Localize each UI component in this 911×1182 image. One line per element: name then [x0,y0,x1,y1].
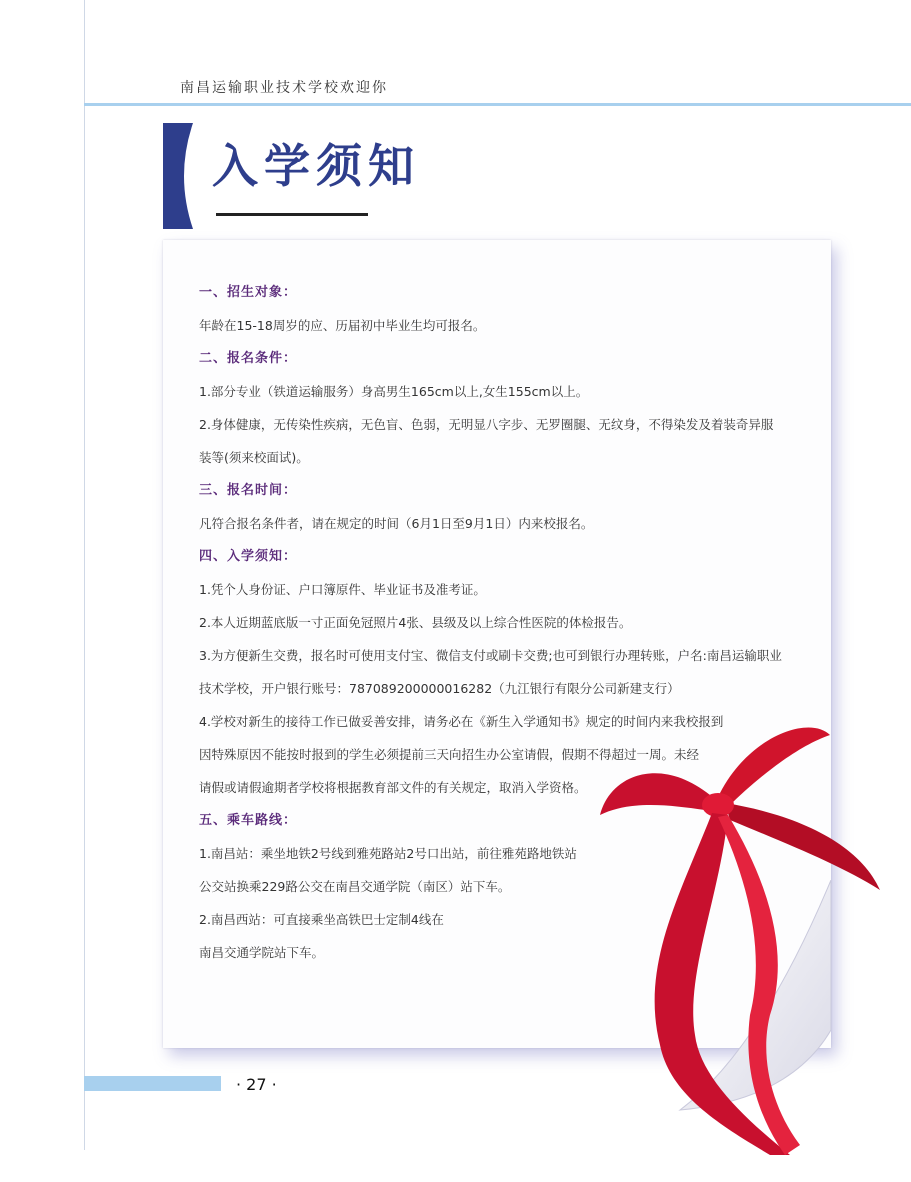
section-heading: 五、乘车路线： [199,813,298,828]
section-line: 技术学校，开户银行账号：787089200000016282（九江银行有限分公司新建支行） [199,681,680,696]
section-line: 请假或请假逾期者学校将根据教育部文件的有关规定，取消入学资格。 [199,780,587,795]
red-ribbon-bow-decoration [600,715,900,1155]
section-heading: 二、报名条件： [199,351,298,366]
section-line: 因特殊原因不能按时报到的学生必须提前三天向招生办公室请假，假期不得超过一周。未经 [199,747,700,762]
section-line: 2.本人近期蓝底版一寸正面免冠照片4张、县级及以上综合性医院的体检报告。 [199,615,632,630]
section-heading: 四、入学须知： [199,549,298,564]
page-number: · 27 · [236,1075,277,1094]
page-margin-line [84,0,85,1150]
page-title: 入学须知 [212,139,420,193]
section-heading: 一、招生对象： [199,285,298,300]
section-line: 南昌交通学院站下车。 [199,945,325,960]
header-school-welcome: 南昌运输职业技术学校欢迎你 [180,80,388,96]
section-line: 装等(须来校面试)。 [199,450,309,465]
section-line: 1.凭个人身份证、户口簿原件、毕业证书及准考证。 [199,582,486,597]
section-heading: 三、报名时间： [199,483,298,498]
section-line: 年龄在15-18周岁的应、历届初中毕业生均可报名。 [199,318,486,333]
section-line: 2.身体健康，无传染性疾病，无色盲、色弱，无明显八字步、无罗圈腿、无纹身，不得染发及着装奇异服 [199,417,774,432]
header-rule [84,103,911,106]
section-line: 1.南昌站：乘坐地铁2号线到雅苑路站2号口出站，前往雅苑路地铁站 [199,846,577,861]
footer-accent-bar [84,1076,221,1091]
section-line: 公交站换乘229路公交在南昌交通学院（南区）站下车。 [199,879,511,894]
title-underline [216,213,368,216]
section-line: 4.学校对新生的接待工作已做妥善安排，请务必在《新生入学通知书》规定的时间内来我校报到 [199,714,724,729]
section-line: 凡符合报名条件者，请在规定的时间（6月1日至9月1日）内来校报名。 [199,516,594,531]
section-line: 2.南昌西站：可直接乘坐高铁巴士定制4线在 [199,912,444,927]
section-line: 1.部分专业（铁道运输服务）身高男生165cm以上,女生155cm以上。 [199,384,589,399]
title-bracket-decoration [163,123,197,229]
section-line: 3.为方便新生交费，报名时可使用支付宝、微信支付或刷卡交费;也可到银行办理转账，户名:南昌运输职业 [199,648,782,663]
